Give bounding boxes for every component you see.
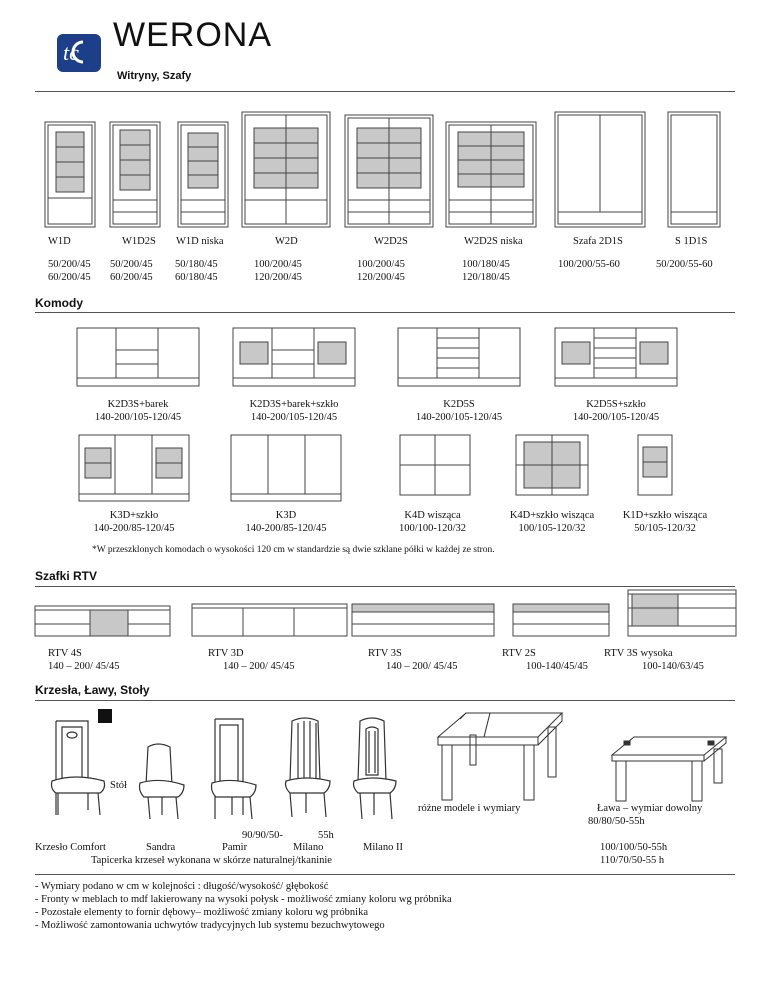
item-dims: 100/200/45 120/200/45 [357, 259, 405, 283]
w1d-glass [56, 132, 84, 192]
komoda-label: K4D wisząca 100/100-120/32 [398, 510, 467, 534]
footer-notes: - Wymiary podano w cm w kolejności : długość/wysokość/ głębokość - Fronty w meblach to mdf lakierowany na wysoki połysk - możliwość zmiany koloru wg próbnika - Pozostałe elementy to fornir dębowy– możliwość zmiany koloru wg próbnika - Możliwość zamontowania uchwytów tradycyjnych lub systemu bezuchwytowego [35, 881, 452, 931]
komoda-label: K2D5S 140-200/105-120/45 [415, 399, 503, 423]
rtv-label: RTV 2S 100-140/45/45 [502, 648, 588, 672]
item-dims: 50/200/45 60/200/45 [110, 259, 153, 283]
komoda-label: K2D3S+barek+szkło 140-200/105-120/45 [249, 399, 339, 423]
item-dims: 100/200/55-60 [558, 259, 620, 270]
chair-dim-a: 90/90/50- [242, 830, 283, 841]
item-dims: 50/200/45 60/200/45 [48, 259, 91, 283]
item-name: Szafa 2D1S [573, 236, 623, 247]
chair-name: Pamir [222, 842, 248, 853]
item-name: S 1D1S [675, 236, 708, 247]
komoda-label: K4D+szkło wisząca 100/105-120/32 [509, 510, 595, 534]
komoda-label: K3D+szkło 140-200/85-120/45 [93, 510, 175, 534]
stol-label: Stół [110, 780, 127, 791]
item-name: W2D2S niska [464, 236, 523, 247]
lawa-dim: 110/70/50-55 h [600, 855, 665, 866]
divider [35, 312, 735, 313]
item-dims: 100/200/45 120/200/45 [254, 259, 302, 283]
tables-drawings [430, 705, 740, 805]
komody-row1-drawings [0, 320, 768, 390]
lawa-dim: 80/80/50-55h [588, 816, 645, 827]
chair-dim-b: 55h [318, 830, 334, 841]
rtv-label: RTV 4S 140 – 200/ 45/45 [48, 648, 120, 672]
chair-name: Krzesło Comfort [35, 842, 106, 853]
item-dims: 50/200/55-60 [656, 259, 713, 270]
svg-text:tc: tc [63, 40, 79, 65]
brand-title: WERONA [113, 16, 272, 54]
item-dims: 50/180/45 60/180/45 [175, 259, 218, 283]
upholstery-note: Tapicerka krzeseł wykonana w skórze naturalnej/tkaninie [91, 855, 332, 866]
tc-logo [55, 30, 103, 72]
item-name: W2D [275, 236, 298, 247]
chairs-drawings [0, 715, 420, 825]
divider [35, 91, 735, 92]
chair-name: Milano II [363, 842, 403, 853]
komody-row2-drawings [0, 430, 768, 505]
divider [35, 586, 735, 587]
item-dims: 100/180/45 120/180/45 [462, 259, 510, 283]
item-name: W2D2S [374, 236, 408, 247]
item-name: W1D niska [176, 236, 224, 247]
chair-name: Sandra [146, 842, 176, 853]
rtv-label: RTV 3S 140 – 200/ 45/45 [368, 648, 458, 672]
item-name: W1D [48, 236, 71, 247]
lawa-dim: 100/100/50-55h [600, 842, 668, 853]
witryny-drawings [0, 100, 768, 230]
page-subtitle: Witryny, Szafy [117, 70, 192, 82]
item-name: W1D2S [122, 236, 156, 247]
komoda-label: K2D5S+szkło 140-200/105-120/45 [572, 399, 660, 423]
chair-name: Milano [293, 842, 324, 853]
section-title-krzesla: Krzesła, Ławy, Stoły [35, 683, 150, 697]
divider [35, 874, 735, 875]
section-title-rtv: Szafki RTV [35, 569, 98, 583]
section-title-komody: Komody [35, 296, 83, 310]
divider [35, 700, 735, 701]
rtv-label: RTV 3D 140 – 200/ 45/45 [208, 648, 295, 672]
table-note: różne modele i wymiary [418, 803, 521, 814]
rtv-drawings [0, 588, 768, 643]
lawa-title: Ława – wymiar dowolny [597, 803, 703, 814]
komoda-label: K2D3S+barek 140-200/105-120/45 [94, 399, 182, 423]
komoda-label: K3D 140-200/85-120/45 [245, 510, 327, 534]
rtv-label: RTV 3S wysoka 100-140/63/45 [604, 648, 704, 672]
komoda-label: K1D+szkło wisząca 50/105-120/32 [622, 510, 708, 534]
komody-note: *W przeszklonych komodach o wysokości 120 cm w standardzie są dwie szklane półki w każdej ze stron. [92, 545, 495, 555]
